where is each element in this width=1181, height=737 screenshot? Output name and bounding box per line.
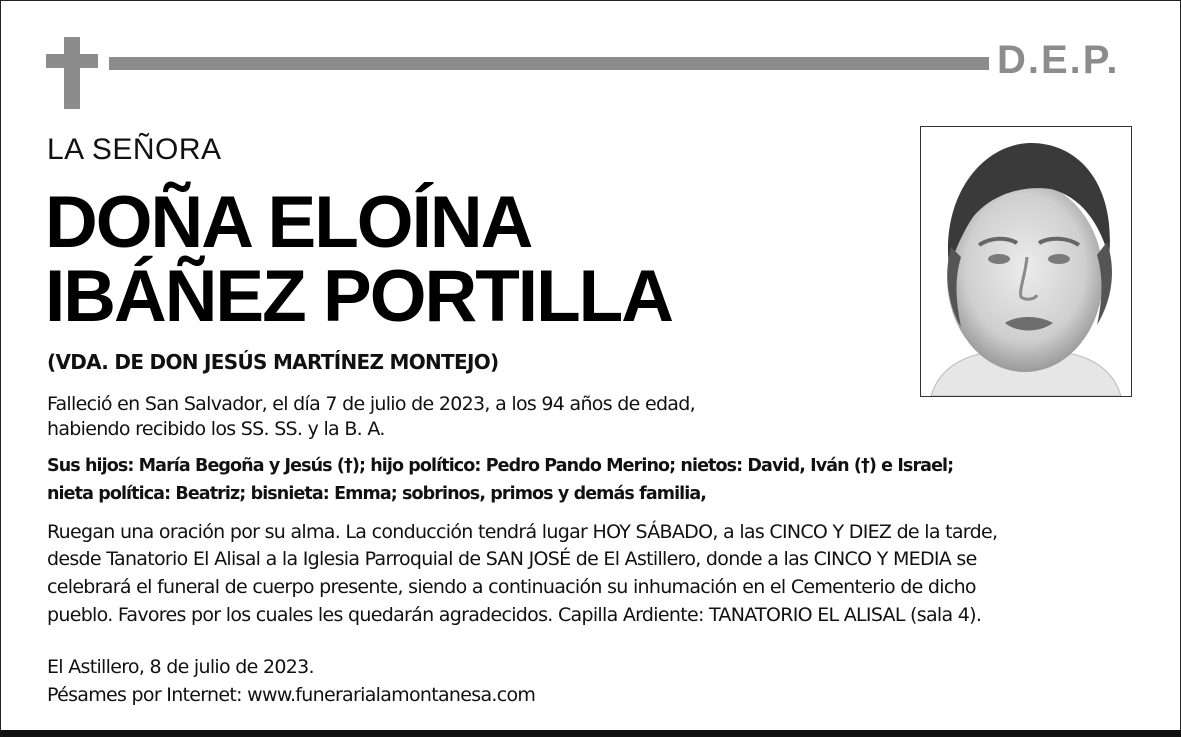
request-line2: desde Tanatorio El Alisal a la Iglesia Parroquial de SAN JOSÉ de El Astillero, donde a las CINCO Y MEDIA se bbox=[47, 548, 977, 570]
death-notice-line1: Falleció en San Salvador, el día 7 de julio de 2023, a los 94 años de edad, bbox=[47, 393, 695, 415]
web-condolences: Pésames por Internet: www.funerarialamontanesa.com bbox=[47, 684, 536, 706]
portrait-photo bbox=[920, 126, 1132, 397]
request-line1: Ruegan una oración por su alma. La conducción tendrá lugar HOY SÁBADO, a las CINCO Y DIEZ de la tarde, bbox=[47, 521, 998, 543]
bottom-border bbox=[0, 730, 1181, 737]
deceased-name-line1: DOÑA ELOÍNA bbox=[45, 182, 532, 263]
portrait-image bbox=[921, 127, 1131, 396]
honorific: LA SEÑORA bbox=[47, 133, 222, 166]
widow-of: (VDA. DE DON JESÚS MARTÍNEZ MONTEJO) bbox=[47, 350, 499, 374]
deceased-name-line2: IBÁÑEZ PORTILLA bbox=[45, 256, 672, 337]
family-line1: Sus hijos: María Begoña y Jesús (†); hijo político: Pedro Pando Merino; nietos: David, Iván (†) e Israel; bbox=[47, 456, 954, 476]
place-date: El Astillero, 8 de julio de 2023. bbox=[47, 656, 314, 678]
header-rule bbox=[109, 57, 989, 70]
cross-icon bbox=[46, 37, 98, 109]
death-notice-line2: habiendo recibido los SS. SS. y la B. A. bbox=[47, 418, 385, 440]
dep-label: D.E.P. bbox=[997, 38, 1120, 82]
request-line4: pueblo. Favores por los cuales les quedarán agradecidos. Capilla Ardiente: TANATORIO EL ALISAL (sala 4). bbox=[47, 604, 982, 626]
family-line2: nieta política: Beatriz; bisnieta: Emma; sobrinos, primos y demás familia, bbox=[47, 484, 707, 504]
request-line3: celebrará el funeral de cuerpo presente, siendo a continuación su inhumación en el Cementerio de dicho bbox=[47, 576, 976, 598]
